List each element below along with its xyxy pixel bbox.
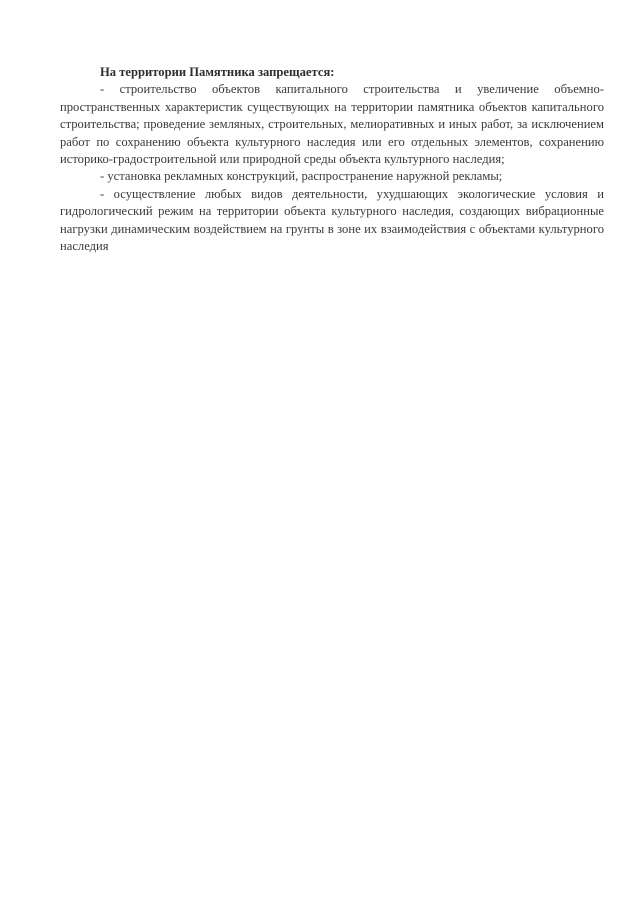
section-heading: На территории Памятника запрещается: (100, 65, 335, 79)
paragraph-activities: - осуществление любых видов деятельности, ухудшающих экологические условия и гидрологический режим на территории объекта культурного наследия, создающих вибрационные нагрузки динамическим воздействием на грунты в зоне их взаимодействия с объектами культурного наследия (60, 186, 604, 254)
paragraph-construction: - строительство объектов капитального строительства и увеличение объемно-пространственных характеристик существующих на территории памятника объектов капитального строительства; проведение земляных, строительных, мелиоративных и иных работ, за исключением работ по сохранению объекта культурного наследия или его отдельных элементов, сохранению историко-градостроительной или природной среды объекта культурного наследия; (60, 82, 604, 167)
paragraph-advertising: - установка рекламных конструкций, распространение наружной рекламы; (100, 169, 503, 184)
prohibitions-text-block (60, 64, 604, 255)
